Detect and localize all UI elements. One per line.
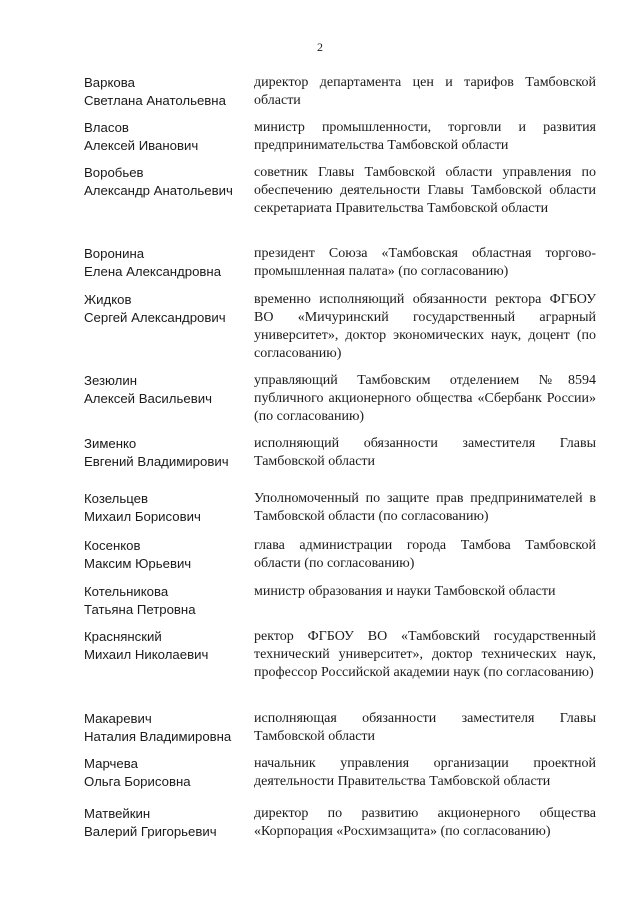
member-name [84,628,254,682]
member-surname: Козельцев [84,491,148,506]
member-entry [84,490,596,526]
member-surname: Варкова [84,75,135,90]
member-surname: Воробьев [84,165,144,180]
member-role: временно исполняющий обязанности ректора ФГБОУ ВО «Мичуринский государственный аграрный университет», доктор экономических наук, доцент (по согласованию) [254,292,596,361]
member-name [84,710,254,746]
member-entry [84,291,596,363]
member-given-names: Наталия Владимировна [84,729,232,744]
member-name [84,372,254,426]
member-surname: Макаревич [84,711,152,726]
member-name [84,805,254,841]
member-given-names: Сергей Александрович [84,310,226,325]
member-given-names: Алексей Васильевич [84,391,212,406]
member-entry [84,74,596,110]
member-entry [84,628,596,682]
page-number: 2 [317,40,323,54]
member-surname: Краснянский [84,629,162,644]
member-entry [84,805,596,841]
member-name [84,164,254,218]
member-entry [84,119,596,155]
member-given-names: Михаил Борисович [84,509,201,524]
member-role: Уполномоченный по защите прав предпринимателей в Тамбовской области (по согласованию) [254,491,596,524]
member-name [84,435,254,471]
member-given-names: Светлана Анатольевна [84,93,226,108]
member-role: исполняющий обязанности заместителя Главы Тамбовской области [254,436,596,469]
member-surname: Косенков [84,538,141,553]
member-entry [84,164,596,218]
member-surname: Матвейкин [84,806,151,821]
member-name [84,537,254,573]
member-entry [84,435,596,471]
member-name [84,755,254,791]
member-surname: Жидков [84,292,132,307]
member-given-names: Алексей Иванович [84,138,199,153]
member-role: президент Союза «Тамбовская областная торгово-промышленная палата» (по согласованию) [254,246,596,279]
member-given-names: Максим Юрьевич [84,556,192,571]
member-role: управляющий Тамбовским отделением №8594 публичного акционерного общества «Сбербанк России» (по согласованию) [254,373,596,424]
member-name [84,74,254,110]
member-name [84,245,254,281]
member-role: советник Главы Тамбовской области управления по обеспечению деятельности Главы Тамбовской области секретариата Правительства Тамбовской области [254,165,596,216]
member-surname: Зезюлин [84,373,138,388]
member-given-names: Татьяна Петровна [84,602,196,617]
member-name [84,490,254,526]
member-role: начальник управления организации проектной деятельности Правительства Тамбовской области [254,756,596,789]
member-surname: Воронина [84,246,145,261]
member-surname: Зименко [84,436,137,451]
member-role: министр образования и науки Тамбовской области [254,584,556,599]
member-entry [84,710,596,746]
member-role: министр промышленности, торговли и развития предпринимательства Тамбовской области [254,120,596,153]
member-given-names: Елена Александровна [84,264,222,279]
member-role: исполняющая обязанности заместителя Главы Тамбовской области [254,711,596,744]
member-surname: Марчева [84,756,138,771]
member-role: ректор ФГБОУ ВО «Тамбовский государственный технический университет», доктор технических наук, профессор Российской академии наук (по согласованию) [254,629,596,680]
member-surname: Власов [84,120,129,135]
member-given-names: Михаил Николаевич [84,647,209,662]
member-role: директор департамента цен и тарифов Тамбовской области [254,75,596,108]
member-entry [84,583,596,619]
member-entry [84,755,596,791]
member-role: директор по развитию акционерного общества «Корпорация «Росхимзащита» (по согласованию) [254,806,596,839]
member-given-names: Александр Анатольевич [84,183,233,198]
member-entry [84,537,596,573]
member-surname: Котельникова [84,584,169,599]
member-entry [84,372,596,426]
member-name [84,291,254,363]
member-given-names: Валерий Григорьевич [84,824,217,839]
member-name [84,583,254,619]
member-entry [84,245,596,281]
member-role: глава администрации города Тамбова Тамбовской области (по согласованию) [254,538,596,571]
member-given-names: Евгений Владимирович [84,454,229,469]
member-name [84,119,254,155]
member-given-names: Ольга Борисовна [84,774,191,789]
